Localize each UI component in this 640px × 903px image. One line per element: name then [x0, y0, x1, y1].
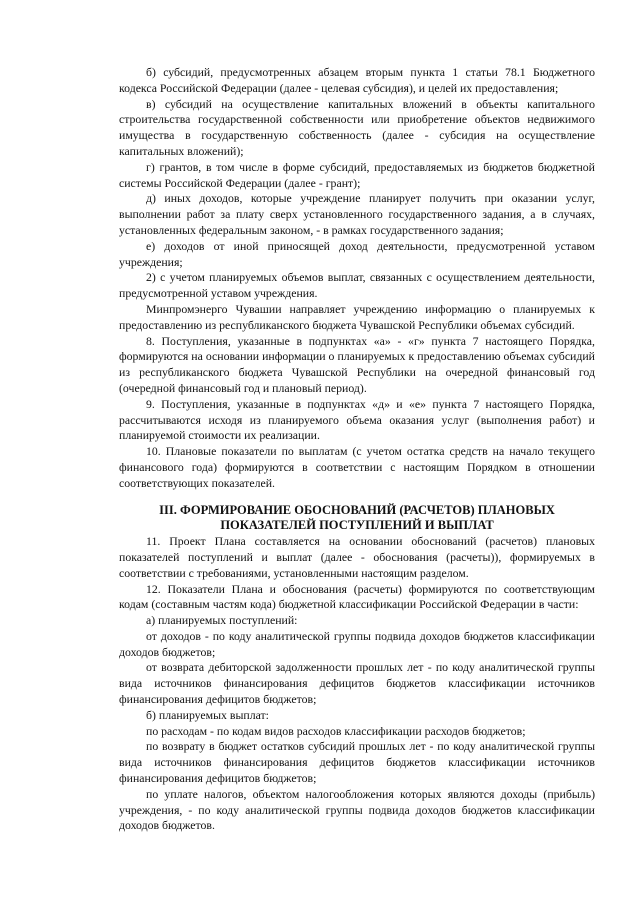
- paragraph-from-income: от доходов - по коду аналитической группы подвида доходов бюджетов классификации доходов бюджетов;: [119, 628, 595, 659]
- paragraph-subsidy-v: в) субсидий на осуществление капитальных вложений в объекты капитального строительства государственной собственности или приобретение объектов недвижимого имущества в государственную собственность (далее - субсидия на осуществление капитальных вложений);: [119, 96, 595, 158]
- paragraph-minpromenergo: Минпромэнерго Чувашии направляет учреждению информацию о планируемых к предоставлению из республиканского бюджета Чувашской Республики объемах субсидий.: [119, 301, 595, 332]
- paragraph-other-income-d: д) иных доходов, которые учреждение планирует получить при оказании услуг, выполнении работ за плату сверх установленного государственного задания, а в случаях, установленных федеральным законом, - в рамках государственного задания;: [119, 191, 595, 237]
- paragraph-by-expenses: по расходам - по кодам видов расходов классификации расходов бюджетов;: [146, 723, 526, 738]
- paragraph-item-8: 8. Поступления, указанные в подпунктах «а» - «г» пункта 7 настоящего Порядка, формируются на основании информации о планируемых к предоставлению объемах субсидий из республиканского бюджета Чувашской Республики на очередной финансовый год (очередной финансовый год и плановый период).: [119, 333, 595, 395]
- paragraph-by-taxes: по уплате налогов, объектом налогообложения которых являются доходы (прибыль) учреждения, - по коду аналитической группы подвида доходов бюджетов классификации доходов бюджетов.: [119, 786, 595, 833]
- paragraph-grants-g: г) грантов, в том числе в форме субсидий, предоставляемых из бюджетов бюджетной системы Российской Федерации (далее - грант);: [119, 159, 595, 190]
- paragraph-item-2: 2) с учетом планируемых объемов выплат, связанных с осуществлением деятельности, предусмотренной уставом учреждения.: [119, 270, 595, 301]
- paragraph-item-10: 10. Плановые показатели по выплатам (с учетом остатка средств на начало текущего финансового года) формируются в соответствии с настоящим Порядком в отношении соответствующих показателей.: [119, 444, 595, 490]
- paragraph-item-12: 12. Показатели Плана и обоснования (расчеты) формируются по соответствующим кодам (составным частям кода) бюджетной классификации Российской Федерации в части:: [119, 581, 595, 612]
- paragraph-from-receivables: от возврата дебиторской задолженности прошлых лет - по коду аналитической группы вида источников финансирования дефицитов бюджетов классификации источников финансирования дефицитов бюджетов;: [119, 660, 595, 707]
- paragraph-planned-payments: б) планируемых выплат:: [146, 707, 269, 722]
- section-heading: III. ФОРМИРОВАНИЕ ОБОСНОВАНИЙ (РАСЧЕТОВ) ПЛАНОВЫХ ПОКАЗАТЕЛЕЙ ПОСТУПЛЕНИЙ И ВЫПЛАТ: [159, 502, 555, 533]
- paragraph-by-return: по возврату в бюджет остатков субсидий прошлых лет - по коду аналитической группы вида источников финансирования дефицитов бюджетов классификации источников финансирования дефицитов бюджетов;: [119, 739, 595, 786]
- paragraph-item-9: 9. Поступления, указанные в подпунктах «д» и «е» пункта 7 настоящего Порядка, рассчитываются исходя из планируемого объема оказания услуг (выполнения работ) и планируемой стоимости их реализации.: [119, 396, 595, 443]
- paragraph-subsidy-b: б) субсидий, предусмотренных абзацем вторым пункта 1 статьи 78.1 Бюджетного кодекса Российской Федерации (далее - целевая субсидия), и целей их предоставления;: [119, 65, 595, 95]
- paragraph-income-e: е) доходов от иной приносящей доход деятельности, предусмотренной уставом учреждения;: [119, 238, 595, 269]
- paragraph-planned-income: а) планируемых поступлений:: [146, 613, 298, 628]
- paragraph-item-11: 11. Проект Плана составляется на основании обоснований (расчетов) плановых показателей поступлений и выплат (далее - обоснования (расчеты)), формируемых в соответствии с требованиями, установленными настоящим разделом.: [119, 534, 595, 580]
